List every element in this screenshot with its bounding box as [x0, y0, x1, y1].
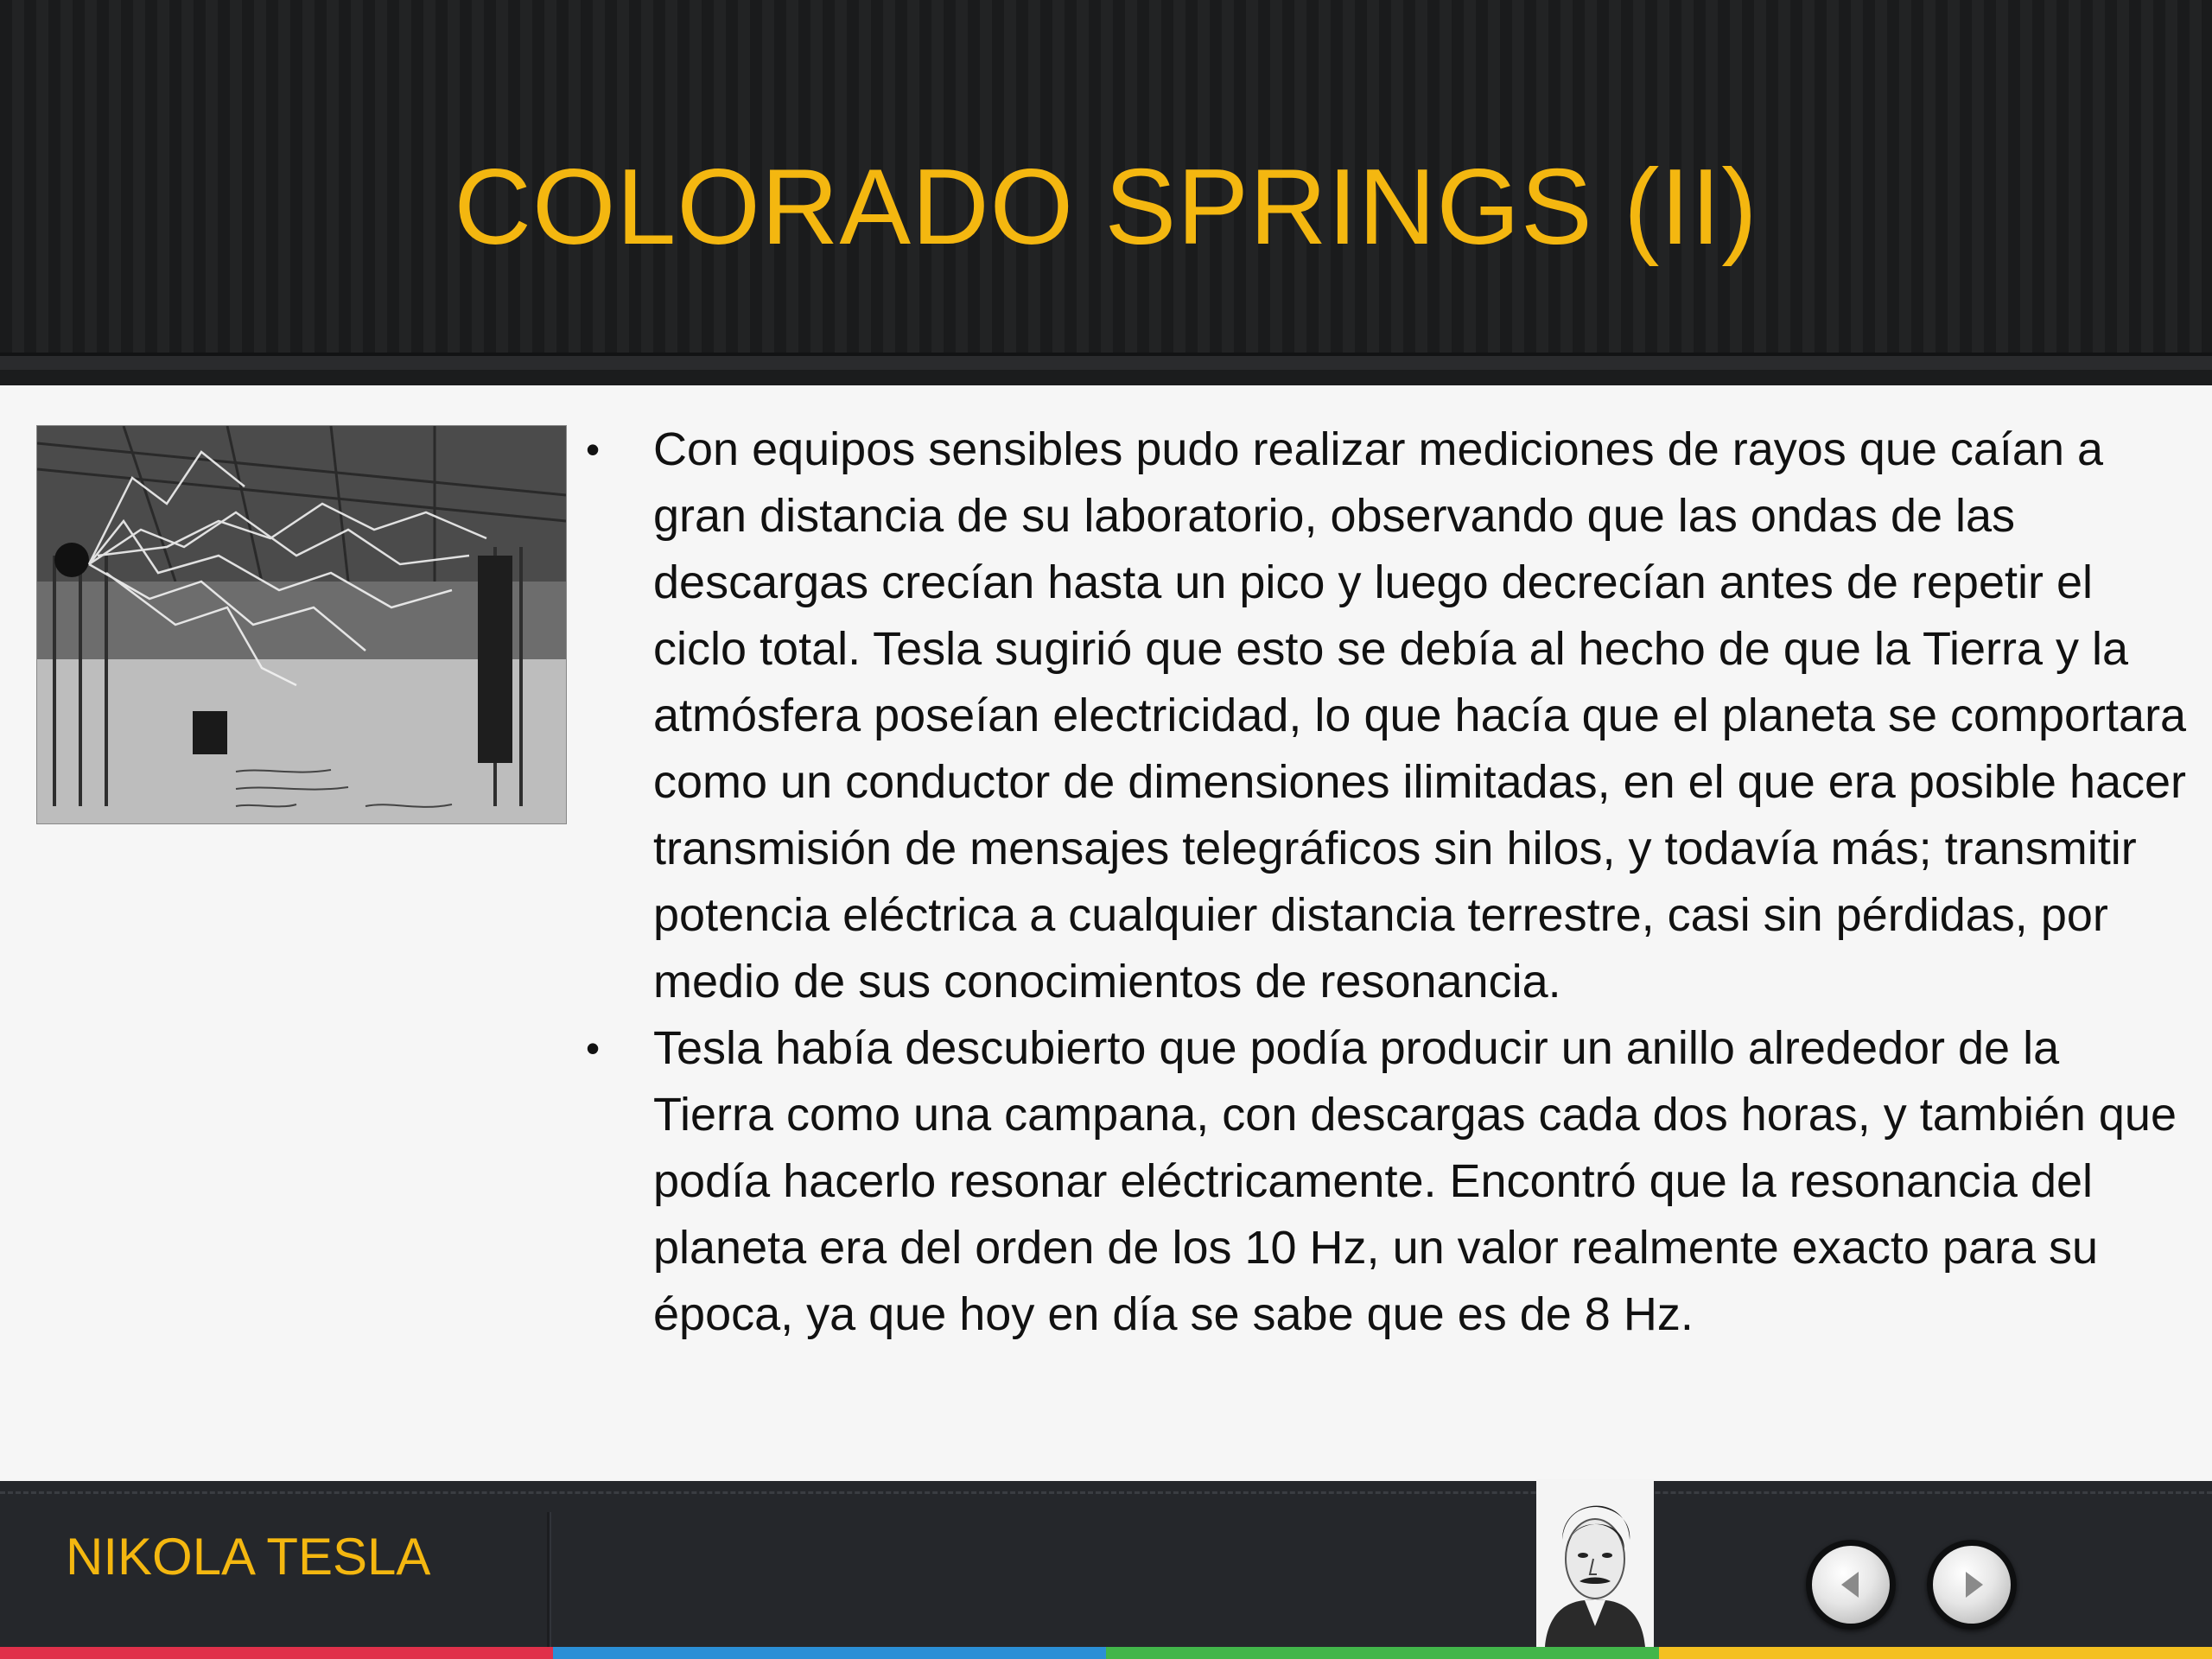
color-bar-red — [0, 1647, 553, 1659]
color-bar — [0, 1647, 2212, 1659]
tesla-portrait — [1536, 1479, 1654, 1647]
prev-slide-button[interactable] — [1806, 1540, 1896, 1630]
arrow-left-icon — [1812, 1546, 1890, 1624]
footer-divider — [547, 1512, 550, 1650]
header-rule — [0, 353, 2212, 370]
laboratory-photo-image — [37, 426, 566, 823]
bullet-item: • Con equipos sensibles pudo realizar mediciones de rayos que caían a gran distancia de su laboratorio, observando que las ondas de las descargas crecían hasta un pico y luego decrecían antes de repetir el ciclo total. Tesla sugirió que esto se debía al hecho de que la Tierra y la atmósfera poseían electricidad, lo que hacía que el planeta se comportara como un conductor de dimensiones ilimitadas, en el que era posible hacer transmisión de mensajes telegráficos sin hilos, y todavía más; transmitir potencia eléctrica a cualquier distancia terrestre, casi sin pérdidas, por medio de sus conocimientos de resonancia. — [581, 416, 2188, 1015]
color-bar-yellow — [1659, 1647, 2212, 1659]
color-bar-blue — [553, 1647, 1106, 1659]
color-bar-green — [1106, 1647, 1659, 1659]
slide-title: COLORADO SPRINGS (II) — [454, 148, 1758, 267]
bullet-item: • Tesla había descubierto que podía producir un anillo alrededor de la Tierra como una campana, con descargas cada dos horas, y también que podía hacerlo resonar eléctricamente. Encontró que la resonancia del planeta era del orden de los 10 Hz, un valor realmente exacto para su época, ya que hoy en día se sabe que es de 8 Hz. — [581, 1015, 2188, 1348]
footer-dashed-rule — [0, 1491, 2212, 1494]
laboratory-photo — [36, 425, 567, 824]
tesla-portrait-image — [1536, 1479, 1654, 1647]
footer-title: NIKOLA TESLA — [66, 1528, 431, 1586]
bullet-list — [581, 416, 2188, 1348]
next-slide-button[interactable] — [1927, 1540, 2017, 1630]
arrow-right-icon — [1933, 1546, 2011, 1624]
